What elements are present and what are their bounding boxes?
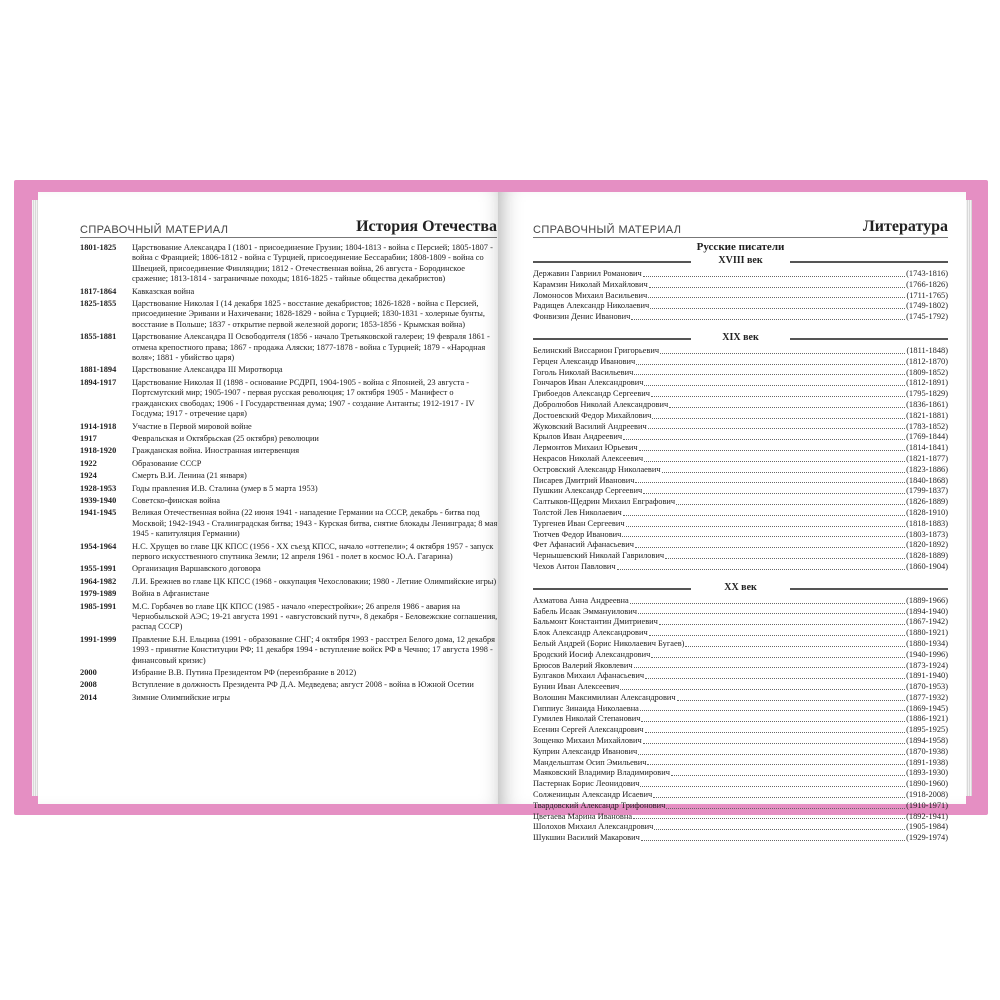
dot-leader bbox=[631, 312, 905, 320]
timeline-year: 1924 bbox=[80, 471, 97, 481]
writer-row bbox=[533, 454, 948, 465]
right-page-title: Литература bbox=[862, 218, 948, 235]
writer-name: Державин Гавриил Романович bbox=[533, 269, 642, 278]
writer-dates: (1811-1848) bbox=[906, 345, 948, 355]
writer-row bbox=[533, 291, 948, 302]
timeline-year: 1894-1917 bbox=[80, 377, 117, 387]
writer-row bbox=[533, 758, 948, 769]
writer-name: Зощенко Михаил Михайлович bbox=[533, 736, 642, 746]
writer-name: Карамзин Николай Михайлович bbox=[533, 279, 648, 289]
writer-name: Грибоедов Александр Сергеевич bbox=[533, 389, 651, 399]
dot-leader bbox=[685, 639, 905, 647]
timeline-text: Кавказская война bbox=[132, 286, 195, 296]
writer-row bbox=[533, 768, 948, 779]
dot-leader bbox=[636, 357, 905, 365]
writer-name: Толстой Лев Николаевич bbox=[533, 507, 622, 517]
writer-row bbox=[533, 540, 948, 551]
writer-dates: (1812-1891) bbox=[906, 378, 948, 388]
timeline-row bbox=[80, 508, 500, 539]
century-heading: XVIII век bbox=[533, 255, 948, 267]
timeline-text: Царствование Александра II Освободителя (1856 - начало Третьяковской галереи; 19 февраля 1861 - отмена крепостного права; 1867 - продажа Аляски; 1877-1878 - война с Турцией; 1879 - «Народная воля»; 1881 - убийство царя) bbox=[132, 332, 490, 363]
writer-dates: (1873-1924) bbox=[906, 660, 948, 670]
writer-dates: (1894-1958) bbox=[906, 736, 948, 746]
writer-row bbox=[533, 476, 948, 487]
timeline-text: Смерть В.И. Ленина (21 января) bbox=[132, 471, 247, 481]
writer-dates: (1889-1966) bbox=[906, 595, 948, 605]
timeline-year: 1985-1991 bbox=[80, 601, 117, 611]
writer-row bbox=[533, 801, 948, 812]
writer-dates: (1783-1852) bbox=[906, 421, 948, 431]
dot-leader bbox=[638, 607, 905, 615]
dot-leader bbox=[630, 596, 905, 604]
dot-leader bbox=[622, 530, 905, 538]
timeline-row bbox=[80, 693, 500, 703]
writer-name: Салтыков-Щедрин Михаил Евграфович bbox=[533, 497, 676, 507]
timeline-row bbox=[80, 434, 500, 444]
writer-name: Тютчев Федор Иванович bbox=[533, 529, 622, 539]
writer-row bbox=[533, 790, 948, 801]
dot-leader bbox=[639, 443, 906, 451]
timeline-row bbox=[80, 564, 500, 574]
timeline-text: Февральская и Октябрьская (25 октября) революции bbox=[132, 433, 319, 443]
timeline-row bbox=[80, 365, 500, 375]
dot-leader bbox=[641, 833, 905, 841]
timeline-row bbox=[80, 542, 500, 563]
writer-name: Шолохов Михаил Александрович bbox=[533, 822, 654, 832]
dot-leader bbox=[648, 422, 905, 430]
century-heading: XIX век bbox=[533, 332, 948, 344]
writer-dates: (1818-1883) bbox=[906, 518, 948, 528]
writer-name: Тургенев Иван Сергеевич bbox=[533, 518, 625, 528]
writer-row bbox=[533, 486, 948, 497]
dot-leader bbox=[654, 822, 905, 830]
timeline-text: Правление Б.Н. Ельцина (1991 - образование СНГ; 4 октября 1993 - расстрел Белого дома, 12 декабря 1993 - принятие Конституции РФ; 11 декабря 1994 - вступление войск РФ в Чечню; 17 августа 1998 - финансовый кризис) bbox=[132, 634, 495, 665]
writer-row bbox=[533, 368, 948, 379]
writer-row bbox=[533, 519, 948, 530]
writer-name: Белый Андрей (Борис Николаевич Бугаев) bbox=[533, 638, 685, 648]
dot-leader bbox=[649, 280, 905, 288]
writer-dates: (1769-1844) bbox=[906, 432, 948, 442]
writer-name: Достоевский Федор Михайлович bbox=[533, 410, 652, 420]
writer-name: Фет Афанасий Афанасьевич bbox=[533, 540, 634, 550]
writer-dates: (1910-1971) bbox=[906, 800, 948, 810]
timeline-year: 1918-1920 bbox=[80, 446, 117, 456]
dot-leader bbox=[626, 519, 906, 527]
writer-dates: (1890-1960) bbox=[906, 779, 948, 789]
group-spacer bbox=[533, 573, 948, 582]
dot-leader bbox=[651, 389, 905, 397]
timeline-year: 1991-1999 bbox=[80, 634, 117, 644]
writer-row bbox=[533, 422, 948, 433]
dot-leader bbox=[640, 779, 905, 787]
timeline-text: Советско-финская война bbox=[132, 495, 220, 505]
writer-dates: (1795-1829) bbox=[906, 389, 948, 399]
writer-row bbox=[533, 812, 948, 823]
timeline-row bbox=[80, 589, 500, 599]
writer-dates: (1820-1892) bbox=[906, 540, 948, 550]
writer-dates: (1814-1841) bbox=[906, 443, 948, 453]
writer-name: Блок Александр Александрович bbox=[533, 628, 648, 638]
writer-name: Куприн Александр Иванович bbox=[533, 746, 638, 756]
writer-dates: (1749-1802) bbox=[906, 301, 948, 311]
writer-name: Бунин Иван Алексеевич bbox=[533, 682, 620, 692]
timeline-row bbox=[80, 243, 500, 285]
writer-dates: (1877-1932) bbox=[906, 692, 948, 702]
writer-name: Островский Александр Николаевич bbox=[533, 464, 661, 474]
timeline-row bbox=[80, 332, 500, 363]
dot-leader bbox=[652, 411, 905, 419]
writer-name: Фонвизин Денис Иванович bbox=[533, 312, 631, 322]
writer-dates: (1867-1942) bbox=[906, 617, 948, 627]
writer-dates: (1891-1940) bbox=[906, 671, 948, 681]
timeline-row bbox=[80, 635, 500, 666]
writer-name: Лермонтов Михаил Юрьевич bbox=[533, 443, 638, 453]
writer-dates: (1799-1837) bbox=[906, 486, 948, 496]
dot-leader bbox=[644, 378, 905, 386]
timeline-year: 1922 bbox=[80, 458, 97, 468]
history-timeline bbox=[80, 243, 500, 705]
writer-row bbox=[533, 671, 948, 682]
timeline-text: Царствование Николая II (1898 - основание РСДРП, 1904-1905 - война с Японией, 23 августа - Портсмутский мир; 1905-1907 - первая русская революция; 17 октября 1905 - Манифест о гражданских свободах; 1906 - I Государственная дума; 1907 - создание Антанты; 1912-1917 - IV Госдума; 1917 - отречение царя) bbox=[132, 377, 475, 419]
writer-dates: (1836-1861) bbox=[906, 399, 948, 409]
timeline-text: Избрание В.В. Путина Президентом РФ (переизбрание в 2012) bbox=[132, 668, 357, 678]
group-spacer bbox=[533, 323, 948, 332]
writer-name: Гоголь Николай Васильевич bbox=[533, 367, 634, 377]
timeline-text: Организация Варшавского договора bbox=[132, 564, 261, 574]
writer-dates: (1745-1792) bbox=[906, 312, 948, 322]
writer-name: Цветаева Марина Ивановна bbox=[533, 811, 633, 821]
writer-row bbox=[533, 639, 948, 650]
timeline-row bbox=[80, 422, 500, 432]
left-page-header bbox=[80, 214, 497, 236]
dot-leader bbox=[633, 812, 905, 820]
timeline-year: 1855-1881 bbox=[80, 332, 117, 342]
writer-row bbox=[533, 682, 948, 693]
writer-name: Писарев Дмитрий Иванович bbox=[533, 475, 635, 485]
writer-row bbox=[533, 530, 948, 541]
timeline-text: Участие в Первой мировой войне bbox=[132, 421, 252, 431]
writer-name: Гончаров Иван Александрович bbox=[533, 378, 644, 388]
timeline-year: 1941-1945 bbox=[80, 508, 117, 518]
writer-row bbox=[533, 650, 948, 661]
dot-leader bbox=[634, 368, 905, 376]
century-heading: XX век bbox=[533, 582, 948, 594]
timeline-text: Н.С. Хрущев во главе ЦК КПСС (1956 - XX съезд КПСС, начало «оттепели»; 4 октября 1957 - запуск первого искусственного спутника Земли; 12 апреля 1961 - полет в космос Ю.А. Гагарина) bbox=[132, 541, 494, 561]
timeline-row bbox=[80, 287, 500, 297]
timeline-row bbox=[80, 378, 500, 420]
dot-leader bbox=[644, 454, 905, 462]
writer-dates: (1940-1996) bbox=[906, 649, 948, 659]
dot-leader bbox=[645, 725, 906, 733]
writer-name: Маяковский Владимир Владимирович bbox=[533, 768, 670, 778]
dot-leader bbox=[620, 682, 905, 690]
timeline-year: 1964-1982 bbox=[80, 576, 117, 586]
writer-dates: (1869-1945) bbox=[906, 703, 948, 713]
dot-leader bbox=[666, 801, 905, 809]
writer-dates: (1840-1868) bbox=[906, 475, 948, 485]
writer-name: Булгаков Михаил Афанасьевич bbox=[533, 671, 645, 681]
writer-name: Гиппиус Зинаида Николаевна bbox=[533, 703, 639, 713]
writer-row bbox=[533, 704, 948, 715]
writer-name: Пушкин Александр Сергеевич bbox=[533, 486, 643, 496]
dot-leader bbox=[649, 628, 905, 636]
timeline-row bbox=[80, 459, 500, 469]
dot-leader bbox=[643, 269, 905, 277]
dot-leader bbox=[653, 790, 905, 798]
writer-name: Солженицын Александр Исаевич bbox=[533, 790, 653, 800]
writer-dates: (1880-1921) bbox=[906, 628, 948, 638]
writer-row bbox=[533, 346, 948, 357]
timeline-row bbox=[80, 680, 500, 690]
writer-name: Некрасов Николай Алексеевич bbox=[533, 453, 644, 463]
writer-row bbox=[533, 400, 948, 411]
dot-leader bbox=[659, 617, 905, 625]
writer-row bbox=[533, 596, 948, 607]
writer-row bbox=[533, 312, 948, 323]
writer-row bbox=[533, 269, 948, 280]
writer-row bbox=[533, 714, 948, 725]
writer-name: Бальмонт Константин Дмитриевич bbox=[533, 617, 658, 627]
left-page-title: История Отечества bbox=[356, 218, 497, 235]
writer-dates: (1886-1921) bbox=[906, 714, 948, 724]
timeline-year: 1825-1855 bbox=[80, 299, 117, 309]
dot-leader bbox=[665, 551, 905, 559]
writer-dates: (1891-1938) bbox=[906, 757, 948, 767]
writer-name: Гумилев Николай Степанович bbox=[533, 714, 641, 724]
writer-row bbox=[533, 301, 948, 312]
writer-dates: (1860-1904) bbox=[906, 561, 948, 571]
dot-leader bbox=[641, 714, 905, 722]
writer-row bbox=[533, 747, 948, 758]
timeline-row bbox=[80, 496, 500, 506]
timeline-text: Образование СССР bbox=[132, 458, 202, 468]
writer-dates: (1821-1877) bbox=[906, 453, 948, 463]
writer-row bbox=[533, 607, 948, 618]
writer-dates: (1905-1984) bbox=[906, 822, 948, 832]
writer-row bbox=[533, 465, 948, 476]
writer-name: Ломоносов Михаил Васильевич bbox=[533, 290, 648, 300]
dot-leader bbox=[651, 650, 905, 658]
writer-dates: (1892-1941) bbox=[906, 811, 948, 821]
writer-name: Крылов Иван Андреевич bbox=[533, 432, 623, 442]
writer-row bbox=[533, 562, 948, 573]
timeline-year: 2008 bbox=[80, 680, 97, 690]
timeline-row bbox=[80, 446, 500, 456]
writer-row bbox=[533, 736, 948, 747]
timeline-text: Война в Афганистане bbox=[132, 589, 210, 599]
writer-dates: (1894-1940) bbox=[906, 606, 948, 616]
timeline-year: 1928-1953 bbox=[80, 483, 117, 493]
timeline-year: 1914-1918 bbox=[80, 421, 117, 431]
timeline-row bbox=[80, 602, 500, 633]
writer-dates: (1743-1816) bbox=[906, 269, 948, 278]
timeline-text: Гражданская война. Иностранная интервенция bbox=[132, 446, 300, 456]
timeline-year: 1955-1991 bbox=[80, 564, 117, 574]
writer-row bbox=[533, 508, 948, 519]
left-section-label: СПРАВОЧНЫЙ МАТЕРИАЛ bbox=[80, 224, 229, 236]
writer-name: Чернышевский Николай Гаврилович bbox=[533, 551, 665, 561]
writer-dates: (1821-1881) bbox=[906, 410, 948, 420]
dot-leader bbox=[662, 465, 906, 473]
timeline-year: 1917 bbox=[80, 433, 97, 443]
writer-name: Ахматова Анна Андреевна bbox=[533, 595, 629, 605]
timeline-row bbox=[80, 484, 500, 494]
writer-name: Радищев Александр Николаевич bbox=[533, 301, 650, 311]
writer-name: Брюсов Валерий Яковлевич bbox=[533, 660, 633, 670]
writer-dates: (1895-1925) bbox=[906, 725, 948, 735]
dot-leader bbox=[660, 346, 905, 354]
dot-leader bbox=[650, 301, 905, 309]
writer-name: Бродский Иосиф Александрович bbox=[533, 649, 651, 659]
timeline-row bbox=[80, 299, 500, 330]
dot-leader bbox=[638, 747, 905, 755]
timeline-text: Царствование Александра I (1801 - присоединение Грузии; 1804-1813 - война с Персией; 1805-1807 - война с Францией; 1806-1812 - война с Турцией, присоединение Бессарабии; 1808-1809 - война со Швецией, присоединение Финляндии; 1812 - Отечественная война, 26 августа - Бородинское сражение; 1813-1814 - заграничные походы; 1816-1825 - тайные общества декабристов) bbox=[132, 243, 493, 284]
writer-row bbox=[533, 725, 948, 736]
timeline-text: Вступление в должность Президента РФ Д.А. Медведева; август 2008 - война в Южной Осетии bbox=[132, 680, 474, 690]
writer-row bbox=[533, 822, 948, 833]
writer-row bbox=[533, 779, 948, 790]
right-page-edges bbox=[966, 200, 972, 796]
writer-row bbox=[533, 833, 948, 844]
timeline-text: Царствование Николая I (14 декабря 1825 - восстание декабристов; 1826-1828 - война с Персией, присоединение Эривани и Нахичевани; 1828-1829 - война с Турцией; 1830-1831 - холерные бунты, восстание в Польше; 1837 - открытие первой железной дороги; 1853-1856 - Крымская война) bbox=[132, 299, 485, 329]
timeline-text: М.С. Горбачев во главе ЦК КПСС (1985 - начало «перестройки»; 26 апреля 1986 - авария на Чернобыльской АЭС; 19-21 августа 1991 - «августовский путч», 8 декабря - Беловежские соглашения, распад СССР) bbox=[132, 601, 498, 632]
writer-row bbox=[533, 411, 948, 422]
writer-name: Твардовский Александр Трифонович bbox=[533, 800, 666, 810]
timeline-row bbox=[80, 577, 500, 587]
dot-leader bbox=[648, 291, 905, 299]
writer-name: Пастернак Борис Леонидович bbox=[533, 779, 640, 789]
writer-dates: (1826-1889) bbox=[906, 497, 948, 507]
writer-dates: (1929-1974) bbox=[906, 833, 948, 843]
writer-row bbox=[533, 551, 948, 562]
timeline-year: 1801-1825 bbox=[80, 243, 117, 252]
writer-dates: (1809-1852) bbox=[906, 367, 948, 377]
writer-dates: (1812-1870) bbox=[906, 356, 948, 366]
writer-row bbox=[533, 497, 948, 508]
writer-dates: (1870-1938) bbox=[906, 746, 948, 756]
writer-dates: (1766-1826) bbox=[906, 279, 948, 289]
timeline-row bbox=[80, 668, 500, 678]
writer-name: Белинский Виссарион Григорьевич bbox=[533, 345, 660, 355]
writer-row bbox=[533, 432, 948, 443]
writer-name: Мандельштам Осип Эмильевич bbox=[533, 757, 647, 767]
timeline-year: 1881-1894 bbox=[80, 365, 117, 375]
dot-leader bbox=[669, 400, 905, 408]
timeline-text: Зимние Олимпийские игры bbox=[132, 692, 231, 702]
timeline-year: 2014 bbox=[80, 692, 97, 702]
timeline-text: Великая Отечественная война (22 июня 1941 - нападение Германии на СССР, декабрь - битва под Москвой; 1942-1943 - Сталинградская битва; 1943 - Курская битва, снятие блокады Ленинграда; 8 мая 1945 - капитуляция Германии) bbox=[132, 508, 498, 539]
left-header-rule bbox=[80, 237, 497, 238]
writer-dates: (1880-1934) bbox=[906, 638, 948, 648]
writer-dates: (1828-1889) bbox=[906, 551, 948, 561]
dot-leader bbox=[643, 486, 905, 494]
writers-subtitle: Русские писатели bbox=[696, 241, 785, 253]
right-section-label: СПРАВОЧНЫЙ МАТЕРИАЛ bbox=[533, 224, 682, 236]
writer-row bbox=[533, 389, 948, 400]
writer-dates: (1803-1873) bbox=[906, 529, 948, 539]
dot-leader bbox=[671, 768, 905, 776]
timeline-year: 2000 bbox=[80, 668, 97, 678]
writer-name: Волошин Максимилиан Александрович bbox=[533, 692, 676, 702]
writer-row bbox=[533, 617, 948, 628]
dot-leader bbox=[623, 432, 905, 440]
dot-leader bbox=[640, 704, 905, 712]
writer-row bbox=[533, 661, 948, 672]
dot-leader bbox=[617, 562, 906, 570]
right-header-rule bbox=[533, 237, 948, 238]
timeline-year: 1939-1940 bbox=[80, 495, 117, 505]
dot-leader bbox=[643, 736, 905, 744]
writer-row bbox=[533, 357, 948, 368]
timeline-text: Годы правления И.В. Сталина (умер в 5 марта 1953) bbox=[132, 483, 318, 493]
writer-row bbox=[533, 443, 948, 454]
writer-row bbox=[533, 628, 948, 639]
timeline-text: Л.И. Брежнев во главе ЦК КПСС (1968 - оккупация Чехословакии; 1980 - Летние Олимпийские игры) bbox=[132, 576, 497, 586]
writer-name: Чехов Антон Павлович bbox=[533, 561, 616, 571]
writer-dates: (1870-1953) bbox=[906, 682, 948, 692]
writer-name: Бабель Исаак Эммануилович bbox=[533, 606, 637, 616]
writer-name: Добролюбов Николай Александрович bbox=[533, 399, 669, 409]
dot-leader bbox=[676, 497, 905, 505]
writer-dates: (1823-1886) bbox=[906, 464, 948, 474]
writer-name: Есенин Сергей Александрович bbox=[533, 725, 644, 735]
dot-leader bbox=[647, 758, 905, 766]
dot-leader bbox=[635, 540, 905, 548]
writers-list bbox=[533, 241, 948, 844]
dot-leader bbox=[677, 693, 906, 701]
writer-name: Шукшин Василий Макарович bbox=[533, 833, 640, 843]
right-page-header bbox=[533, 214, 948, 236]
writer-name: Герцен Александр Иванович bbox=[533, 356, 636, 366]
timeline-text: Царствование Александра III Миротворца bbox=[132, 365, 283, 375]
timeline-year: 1979-1989 bbox=[80, 589, 117, 599]
writer-row bbox=[533, 378, 948, 389]
writer-dates: (1828-1910) bbox=[906, 507, 948, 517]
writer-dates: (1918-2008) bbox=[906, 790, 948, 800]
writer-row bbox=[533, 693, 948, 704]
dot-leader bbox=[635, 476, 905, 484]
timeline-row bbox=[80, 471, 500, 481]
timeline-year: 1954-1964 bbox=[80, 541, 117, 551]
writer-name: Жуковский Василий Андреевич bbox=[533, 421, 647, 431]
writer-row bbox=[533, 280, 948, 291]
dot-leader bbox=[645, 671, 905, 679]
timeline-year: 1817-1864 bbox=[80, 286, 117, 296]
dot-leader bbox=[623, 508, 905, 516]
writer-dates: (1711-1765) bbox=[906, 290, 948, 300]
dot-leader bbox=[634, 661, 906, 669]
writer-dates: (1893-1930) bbox=[906, 768, 948, 778]
